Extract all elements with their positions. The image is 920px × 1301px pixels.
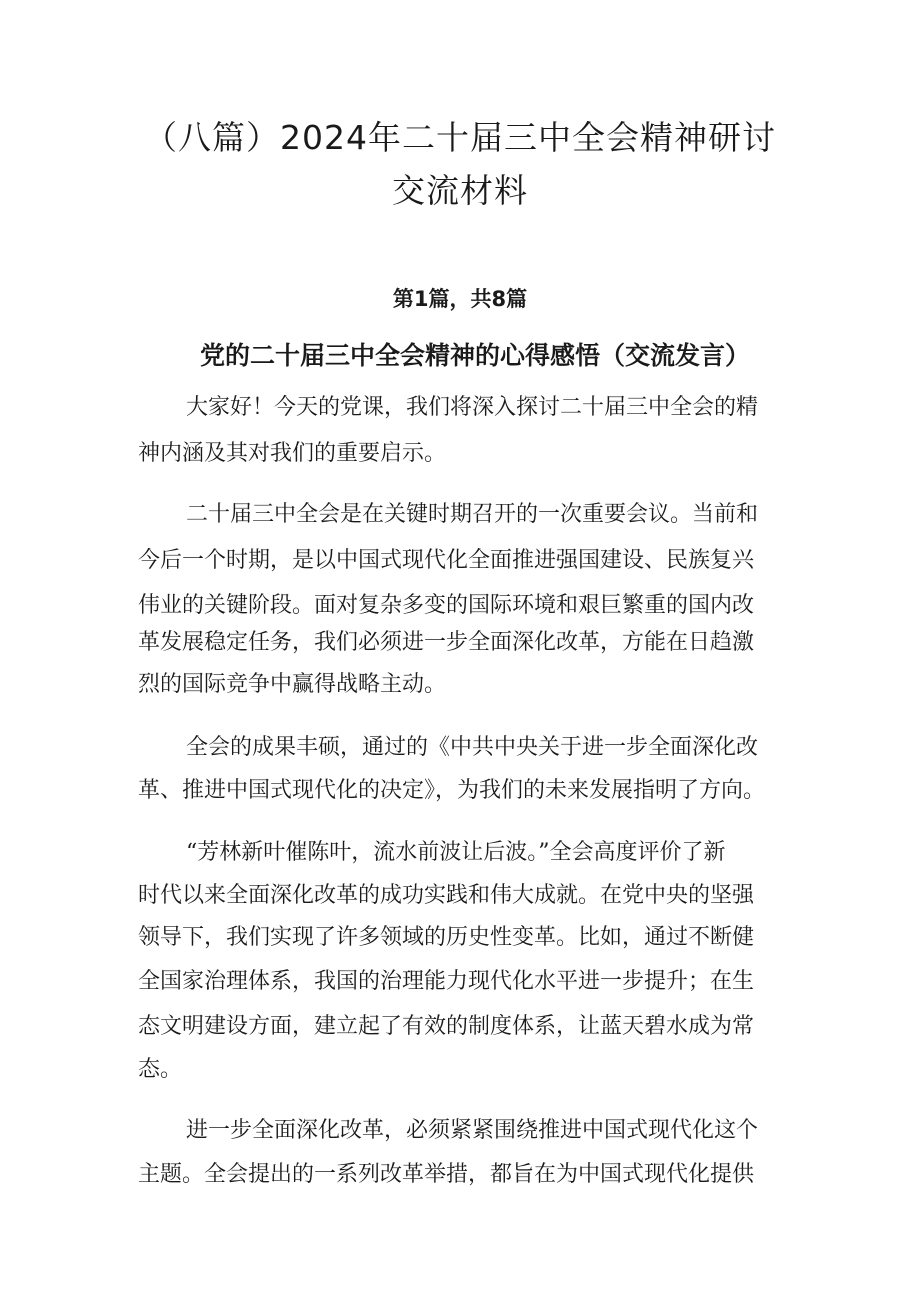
paragraph-line: 今后一个时期，是以中国式现代化全面推进强国建设、民族复兴 <box>138 548 755 573</box>
document-title-line-2: 交流材料 <box>392 171 528 210</box>
paragraph-line: 时代以来全面深化改革的成功实践和伟大成就。在党中央的坚强 <box>138 883 755 908</box>
paragraph-line: “芳林新叶催陈叶，流水前波让后波。”全会高度评价了新 <box>186 840 726 865</box>
paragraph-line: 伟业的关键阶段。面对复杂多变的国际环境和艰巨繁重的国内改 <box>138 593 755 618</box>
paragraph-line: 进一步全面深化改革，必须紧紧围绕推进中国式现代化这个 <box>186 1118 759 1143</box>
paragraph-line: 大家好！今天的党课，我们将深入探讨二十届三中全会的精 <box>186 395 759 420</box>
paragraph-line: 革发展稳定任务，我们必须进一步全面深化改革，方能在日趋激 <box>138 630 755 655</box>
paragraph-line: 态。 <box>138 1057 183 1082</box>
paragraph-line: 全国家治理体系，我国的治理能力现代化水平进一步提升；在生 <box>138 969 755 994</box>
document-title-line-1: （八篇）2024年二十届三中全会精神研讨 <box>144 118 776 157</box>
paragraph-line: 态文明建设方面，建立起了有效的制度体系，让蓝天碧水成为常 <box>138 1014 755 1039</box>
article-title: 党的二十届三中全会精神的心得感悟（交流发言） <box>200 341 751 370</box>
paragraph-line: 主题。全会提出的一系列改革举措，都旨在为中国式现代化提供 <box>138 1162 755 1187</box>
paragraph-line: 神内涵及其对我们的重要启示。 <box>138 441 447 466</box>
paragraph-line: 革、推进中国式现代化的决定》，为我们的未来发展指明了方向。 <box>138 778 766 803</box>
paragraph-line: 全会的成果丰硕，通过的《中共中央关于进一步全面深化改 <box>186 735 759 760</box>
paragraph-line: 领导下，我们实现了许多领域的历史性变革。比如，通过不断健 <box>138 925 755 950</box>
paragraph-line: 二十届三中全会是在关键时期召开的一次重要会议。当前和 <box>186 502 759 527</box>
section-label: 第1篇，共8篇 <box>392 287 528 311</box>
paragraph-line: 烈的国际竞争中赢得战略主动。 <box>138 672 447 697</box>
